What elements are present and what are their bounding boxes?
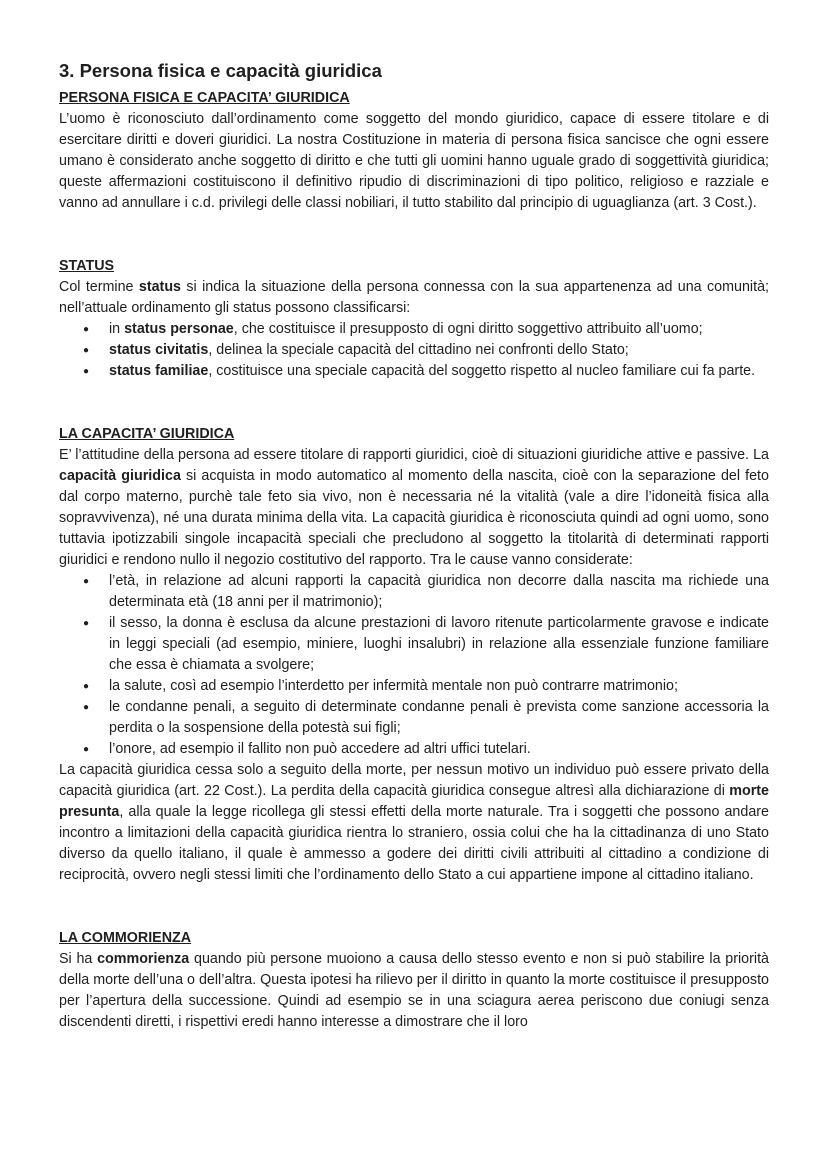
list-item: ● l’età, in relazione ad alcuni rapporti la capacità giuridica non decorre dalla nascita ma richiede una determinata età (18 anni per il matrimonio);	[109, 571, 769, 613]
text: Si ha	[59, 951, 98, 967]
text: E’ l’attitudine della persona ad essere titolare di rapporti giuridici, cioè di situazioni giuridiche attive e passive. La	[59, 447, 769, 463]
bold-term: status	[138, 279, 181, 295]
text: in	[109, 321, 125, 337]
text: si indica la situazione della persona connessa con la sua appartenenza ad una comunità; nell’attuale ordinamento gli status possono classificarsi:	[59, 279, 769, 316]
text: , costituisce una speciale capacità del soggetto rispetto al nucleo familiare cui fa parte.	[208, 363, 756, 379]
section-heading: STATUS	[59, 258, 115, 274]
section-heading: PERSONA FISICA E CAPACITA’ GIURIDICA	[59, 90, 350, 106]
text: Col termine	[59, 279, 139, 295]
text: , che costituisce il presupposto di ogni diritto soggettivo attribuito all’uomo;	[233, 321, 703, 337]
bold-term: morte presunta	[59, 783, 769, 820]
section-capacita-giuridica	[59, 424, 769, 886]
paragraph	[59, 277, 769, 319]
document-page	[59, 58, 769, 1033]
bold-term: capacità giuridica	[59, 468, 181, 484]
bold-term: commorienza	[97, 951, 190, 967]
list-item: ● il sesso, la donna è esclusa da alcune prestazioni di lavoro ritenute particolarmente gravose e indicate in leggi speciali (ad esempio, miniere, luoghi insalubri) in relazione alla essenziale funzione familiare che essa è chiamata a svolgere;	[109, 613, 769, 676]
spacer	[59, 886, 769, 928]
paragraph: L’uomo è riconosciuto dall’ordinamento come soggetto del mondo giuridico, capace di essere titolare e di esercitare diritti e doveri giuridici. La nostra Costituzione in materia di persona fisica sancisce che ogni essere umano è considerato anche soggetto di diritto e che tutti gli uomini hanno uguale grado di soggettività giuridica; queste affermazioni costituiscono il definitivo ripudio di discriminazioni di tipo politico, religioso e razziale e vanno ad annullare i c.d. privilegi delle classi nobiliari, il tutto stabilito dal principio di uguaglianza (art. 3 Cost.).	[59, 111, 769, 211]
list-item	[109, 361, 769, 382]
list-item	[109, 319, 769, 340]
section-status	[59, 256, 769, 382]
text: quando più persone muoiono a causa dello stesso evento e non si può stabilire la priorità della morte dell’una o dell’altra. Questa ipotesi ha rilievo per il diritto in quanto la morte costituisce il presupposto per l’apertura della successione. Quindi ad esempio se in una sciagura aerea periscono due coniugi senza discendenti diretti, i rispettivi eredi hanno interesse a dimostrare che il loro	[59, 951, 769, 1030]
bullet-list	[59, 319, 769, 382]
section-commorienza	[59, 928, 769, 1033]
bold-term: status familiae	[109, 363, 209, 379]
spacer	[59, 382, 769, 424]
list-item: ● la salute, così ad esempio l’interdetto per infermità mentale non può contrarre matrimonio;	[109, 676, 769, 697]
text: , delinea la speciale capacità del cittadino nei confronti dello Stato;	[208, 342, 629, 358]
paragraph	[59, 949, 769, 1033]
page-title: 3. Persona fisica e capacità giuridica	[59, 60, 382, 81]
paragraph	[59, 445, 769, 571]
section-persona-fisica	[59, 88, 769, 214]
section-heading: LA COMMORIENZA	[59, 930, 192, 946]
text: , alla quale la legge ricollega gli stessi effetti della morte naturale. Tra i soggetti che possono andare incontro a limitazioni della capacità giuridica rientra lo straniero, ossia colui che ha la cittadinanza di uno Stato diverso da quello italiano, il quale è ammesso a godere dei diritti civili attribuiti al cittadino a condizione di reciprocità, ovvero negli stessi limiti che l’ordinamento dello Stato a cui appartiene impone al cittadino italiano.	[59, 804, 769, 883]
paragraph	[59, 760, 769, 886]
bold-term: status personae	[124, 321, 234, 337]
spacer	[59, 214, 769, 256]
list-item: ● l’onore, ad esempio il fallito non può accedere ad altri uffici tutelari.	[109, 739, 769, 760]
list-item: ● le condanne penali, a seguito di determinate condanne penali è prevista come sanzione accessoria la perdita o la sospensione della potestà sui figli;	[109, 697, 769, 739]
bullet-list	[59, 571, 769, 760]
text: si acquista in modo automatico al momento della nascita, cioè con la separazione del feto dal corpo materno, purchè tale feto sia vivo, non è necessaria né la vitalità (vale a dire l’idoneità fisica alla sopravvivenza), né una durata minima della vita. La capacità giuridica è riconosciuta quindi ad ogni uomo, sono tuttavia ipotizzabili singole incapacità speciali che precludono al soggetto la titolarità di determinati rapporti giuridici e rendono nullo il negozio costitutivo del rapporto. Tra le cause vanno considerate:	[59, 468, 769, 568]
bold-term: status civitatis	[109, 342, 209, 358]
text: La capacità giuridica cessa solo a seguito della morte, per nessun motivo un individuo può essere privato della capacità giuridica (art. 22 Cost.). La perdita della capacità giuridica consegue altresì alla dichiarazione di	[59, 762, 769, 799]
list-item	[109, 340, 769, 361]
section-heading: LA CAPACITA’ GIURIDICA	[59, 426, 235, 442]
